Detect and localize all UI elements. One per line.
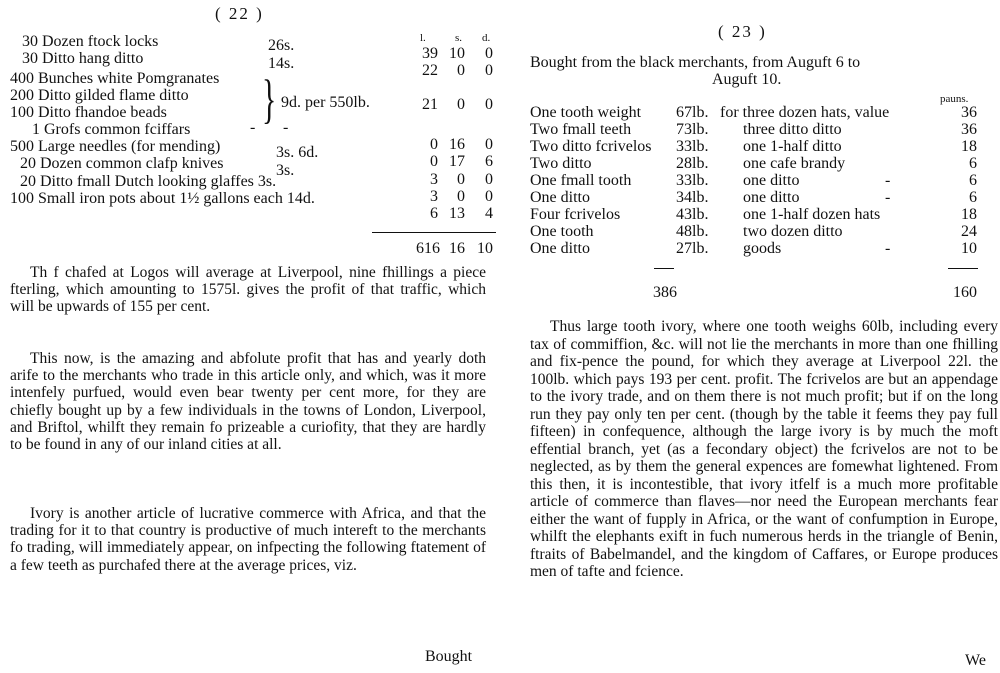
dash: - xyxy=(885,172,891,189)
item-rate: 26s. xyxy=(268,37,295,54)
right-page: ( 23 ) Bought from the black merchants, from Auguft 6 to Auguft 10. pauns. One tooth weight 67lb. for three dozen hats, value 36 Two fmall teeth 73lb. three ditto ditto 36 Two ditto fcrivelos 33lb. one 1-half ditto 18 Two ditto 28lb. one cafe brandy 6 One fmall tooth 33lb. one ditto - 6 One ditto 34lb. one ditto - 6 Four fcrivelos 43lb. one 1-half dozen hats 18 One tooth 48lb. two dozen ditto 24 One ditto 27lb. goods - 10 386 160 Thus large tooth ivory, where one tooth weighs 60lb, including every tax of commiffion, &c. will not lie the merchants in more than one fhilling and fix-pence the pound, for which they average at Liverpool 22l. the 100lb. which pays 193 per cent. profit. The fcrivelos are but an appendage to the ivory trade, and on them there is not much profit; but if on the long run they pay only ten per cent. (though by the table it feems they pay full fifteen) in confequence, although the large ivory is by much the moft effential branch, yet (as a fecondary object) the fcrivelos are not to be neglected, as by them the general expences are fomewhat lightened. From this then, it is incontestible, that ivory itfelf is a much more profitable article of commerce than flaves—nor need the European merchants fear either the want of fupply in Africa, or the want of confumption in Europe, whilft the elephants exift in fuch numerous herds in the triangle of Benin, ftraits of Babelmandel, and the kingdom of Caffares, or Europe produces men of tafte and fcience. We xyxy=(530,22,998,669)
item-rate: 14s. xyxy=(268,55,295,72)
item-d: 0 xyxy=(485,45,493,62)
col-header-pence: d. xyxy=(482,32,491,44)
item-desc: 200 Ditto gilded flame ditto xyxy=(10,87,189,104)
item-desc: 100 Ditto fhandoe beads xyxy=(10,104,167,121)
dash: - xyxy=(283,119,289,136)
total-d: 10 xyxy=(477,240,493,257)
item-s: 16 xyxy=(449,136,465,153)
table-heading: Bought from the black merchants, from Auguft 6 to xyxy=(530,54,861,71)
item-l: 39 xyxy=(422,45,438,62)
item-desc: 400 Bunches white Pomgranates xyxy=(10,70,220,87)
item-l: 21 xyxy=(422,96,438,113)
col-header-pounds: l. xyxy=(420,32,426,44)
total-pauns: 160 xyxy=(953,284,977,301)
dash: - xyxy=(250,119,256,136)
brace: } xyxy=(262,69,277,129)
item-d: 0 xyxy=(485,96,493,113)
table-heading: Auguft 10. xyxy=(712,71,782,88)
item-s: 0 xyxy=(457,62,465,79)
dash: - xyxy=(885,240,891,257)
item-s: 0 xyxy=(457,171,465,188)
item-s: 13 xyxy=(449,205,465,222)
catchword: We xyxy=(965,652,986,669)
item-l: 22 xyxy=(422,62,438,79)
item-desc: 30 Dozen ftock locks xyxy=(22,33,159,50)
total-rule xyxy=(948,268,978,269)
item-d: 0 xyxy=(485,62,493,79)
total-rule xyxy=(372,232,496,233)
paragraph: This now, is the amazing and abfolute profit that has and yearly doth arife to the merchants who trade in this article only, and which, was it more intenfely purfued, would even bear twenty per cent more, for they are chiefly bought up by a few individuals in the towns of London, Liverpool, and Briftol, whilft they remain fo prizeable a curiofity, that they are hardly to be found in any of our inland cities at all. xyxy=(10,350,486,454)
catchword: Bought xyxy=(425,648,473,665)
dash: - xyxy=(885,189,891,206)
item-s: 17 xyxy=(449,153,465,170)
paragraph: Ivory is another article of lucrative commerce with Africa, and that the trading for it to that country is productive of much intereft to the merchants fo trading, will immediately appear, on infpecting the following ftatement of a few teeth as purchafed there at the average prices, viz. xyxy=(10,505,486,574)
paragraph: Thus large tooth ivory, where one tooth weighs 60lb, including every tax of commiffion, &c. will not lie the merchants in more than one fhilling and fix-pence the pound, for which they average at Liverpool 22l. the 100lb. which pays 193 per cent. profit. The fcrivelos are but an appendage to the ivory trade, and on them there is not much profit; but if on the long run they pay only ten per cent. (though by the table it feems they pay full fifteen) in confequence, although the large ivory is by much the moft effential branch, yet (as a fecondary object) the fcrivelos are not to be neglected, as by them the general expences are fomewhat lightened. From this then, it is incontestible, that ivory itfelf is a much more profitable article of commerce than flaves—nor need the European merchants fear either the want of fupply in Africa, or the want of confumption in Europe, whilft the elephants exift in fuch numerous herds in the triangle of Benin, ftraits of Babelmandel, and the kingdom of Caffares, or Europe produces men of tafte and fcience. xyxy=(530,318,998,580)
item-rate: 3s. xyxy=(276,162,295,179)
item-l: 3 xyxy=(430,171,438,188)
item-l: 3 xyxy=(430,188,438,205)
item-desc: 30 Ditto hang ditto xyxy=(22,50,144,67)
item-rate: 3s. 6d. xyxy=(276,144,319,161)
item-l: 6 xyxy=(430,205,438,222)
item-d: 0 xyxy=(485,136,493,153)
col-header-shillings: s. xyxy=(455,32,463,44)
item-d: 4 xyxy=(485,205,493,222)
paragraph: Th f chafed at Logos will average at Liverpool, nine fhillings a piece fterling, which amounting to 1575l. gives the profit of that traffic, which will be upwards of 155 per cent. xyxy=(10,264,486,316)
item-s: 0 xyxy=(457,188,465,205)
total-s: 16 xyxy=(449,240,465,257)
item-desc: 20 Ditto fmall Dutch looking glaffes 3s. xyxy=(20,173,277,190)
item-l: 0 xyxy=(430,136,438,153)
item-d: 6 xyxy=(485,153,493,170)
item-s: 10 xyxy=(449,45,465,62)
item-d: 0 xyxy=(485,188,493,205)
page-number: ( 23 ) xyxy=(718,22,767,41)
col-header-pauns: pauns. xyxy=(940,93,969,105)
item-desc: 1 Grofs common fciffars xyxy=(32,121,191,138)
item-desc: 20 Dozen common clafp knives xyxy=(20,155,224,172)
item-desc: 100 Small iron pots about 1½ gallons each 14d. xyxy=(10,190,315,207)
total-weight: 386 xyxy=(653,284,677,301)
item-desc: 500 Large needles (for mending) xyxy=(10,138,221,155)
total-l: 616 xyxy=(416,240,440,257)
page-number: ( 22 ) xyxy=(215,4,264,23)
item-s: 0 xyxy=(457,96,465,113)
brace-rate: 9d. per 550lb. xyxy=(281,94,370,111)
total-rule xyxy=(654,268,674,269)
item-d: 0 xyxy=(485,171,493,188)
item-l: 0 xyxy=(430,153,438,170)
